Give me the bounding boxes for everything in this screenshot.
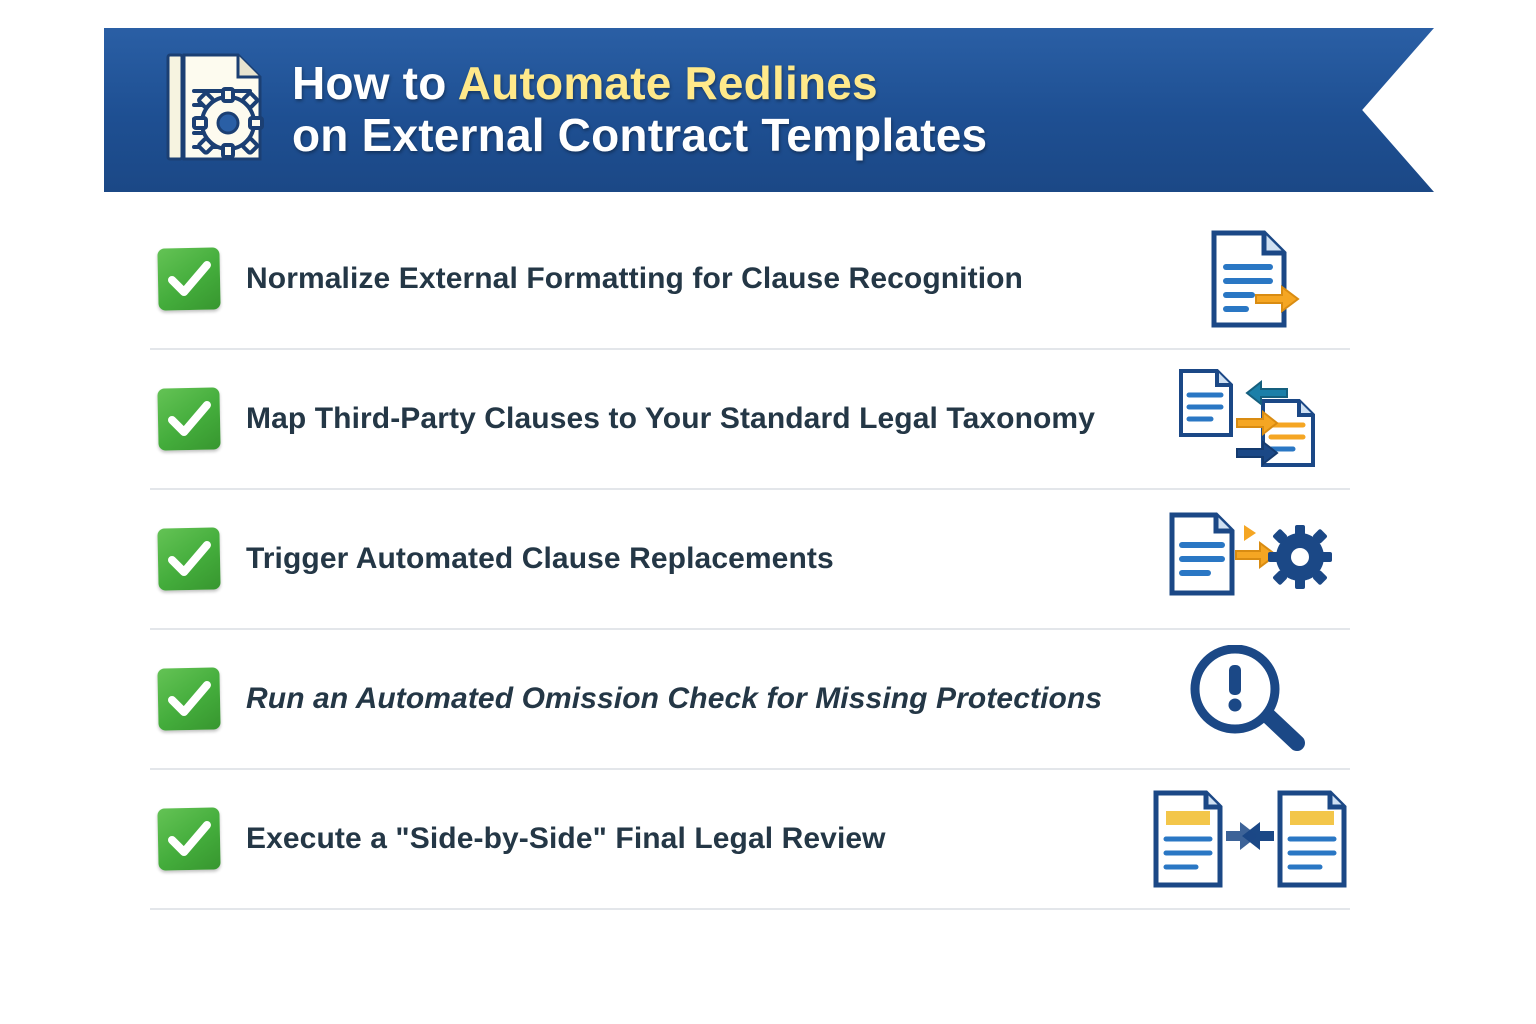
list-item[interactable] [150,770,1350,910]
list-item[interactable] [150,350,1350,490]
title-line-1 [292,58,987,110]
list-item[interactable] [150,210,1350,350]
checklist [150,210,1350,910]
magnifier-alert-icon [1150,644,1350,754]
two-documents-exchange-icon [1150,364,1350,474]
document-gear-arrow-icon [1150,504,1350,614]
list-item[interactable] [150,630,1350,770]
checkmark-icon [158,388,220,450]
list-item-label: Normalize External Formatting for Clause Recognition [246,262,1023,295]
checkmark-icon [158,668,220,730]
list-item-label: Execute a "Side-by-Side" Final Legal Review [246,822,886,855]
document-gear-icon [166,51,270,169]
header-banner [104,28,1434,192]
side-by-side-documents-icon [1150,784,1350,894]
checkmark-icon [158,528,220,590]
title-line-2: on External Contract Templates [292,109,988,161]
list-item-label: Map Third-Party Clauses to Your Standard Legal Taxonomy [246,402,1095,435]
list-item-label: Run an Automated Omission Check for Missing Protections [246,682,1103,715]
checkmark-icon [158,808,220,870]
checkmark-icon [158,248,220,310]
page-title [292,58,987,161]
document-arrow-icon [1150,224,1350,334]
list-item[interactable] [150,490,1350,630]
banner-content [104,28,1434,192]
list-item-label: Trigger Automated Clause Replacements [246,542,834,575]
title-highlight: Automate Redlines [457,57,878,110]
title-plain: How to [292,57,458,110]
